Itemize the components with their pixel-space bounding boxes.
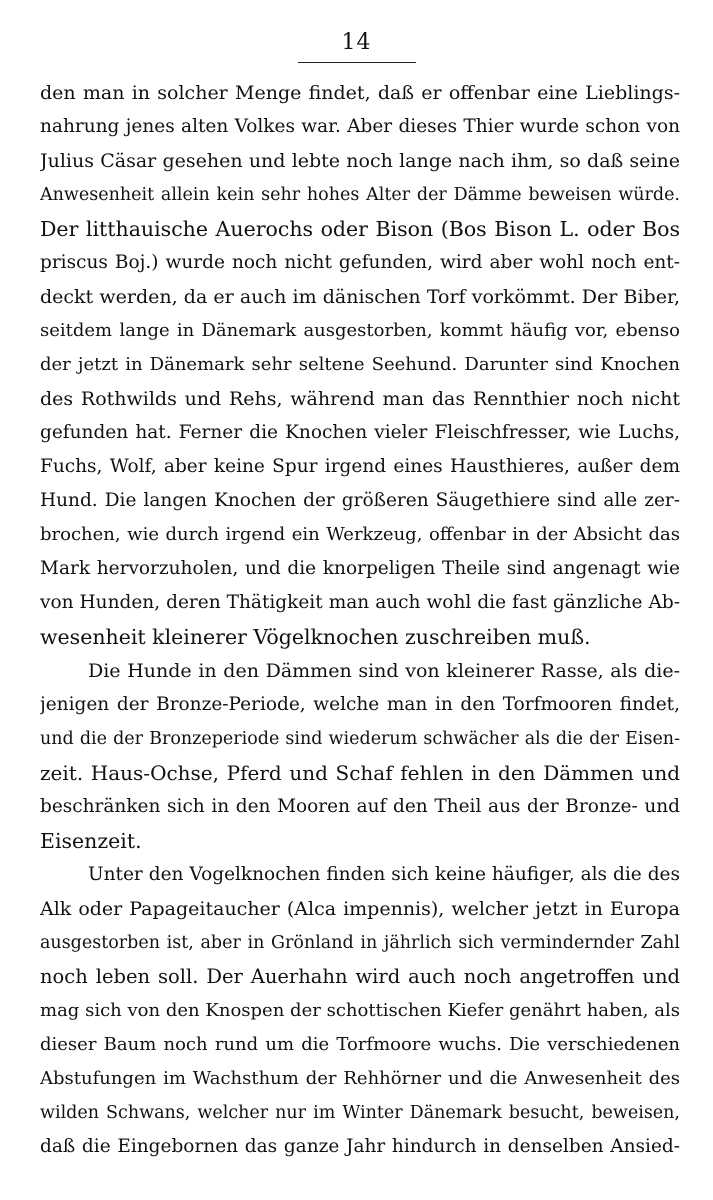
text-line: zeit. Haus-Ochse, Pferd und Schaf fehlen in den Dämmen und: [40, 761, 680, 785]
text-line: Die Hunde in den Dämmen sind von kleinerer Rasse, als die-: [88, 660, 680, 682]
text-line: gefunden hat. Ferner die Knochen vieler Fleischfresser, wie Luchs,: [40, 422, 680, 443]
text-line: der jetzt in Dänemark sehr seltene Seehund. Darunter sind Knochen: [40, 354, 680, 375]
header-rule: [298, 62, 416, 63]
text-line: brochen, wie durch irgend ein Werkzeug, offenbar in der Absicht das: [40, 524, 680, 545]
text-line: Eisenzeit.: [40, 829, 142, 853]
text-line: Fuchs, Wolf, aber keine Spur irgend eines Hausthieres, außer dem: [40, 456, 680, 477]
text-line: wesenheit kleinerer Vögelknochen zuschreiben muß.: [40, 625, 591, 649]
text-line: jenigen der Bronze-Periode, welche man in den Torfmooren findet,: [40, 694, 680, 715]
text-line: Der litthauische Auerochs oder Bison (Bos Bison L. oder Bos: [40, 217, 680, 241]
text-line: seitdem lange in Dänemark ausgestorben, kommt häufig vor, ebenso: [40, 320, 680, 341]
text-line: Alk oder Papageitaucher (Alca impennis), welcher jetzt in Europa: [40, 898, 680, 920]
text-line: des Rothwilds und Rehs, während man das Rennthier noch nicht: [40, 388, 680, 410]
text-line: Hund. Die langen Knochen der größeren Säugethiere sind alle zer-: [40, 490, 680, 511]
text-line: und die der Bronzeperiode sind wiederum schwächer als die der Eisen-: [40, 729, 680, 749]
text-line: priscus Boj.) wurde noch nicht gefunden, wird aber wohl noch ent-: [40, 252, 680, 273]
text-line: daß die Eingebornen das ganze Jahr hindurch in denselben Ansied-: [40, 1136, 680, 1157]
text-line: Julius Cäsar gesehen und lebte noch lange nach ihm, so daß seine: [40, 150, 680, 172]
text-line: ausgestorben ist, aber in Grönland in jährlich sich vermindernder Zahl: [40, 933, 680, 953]
text-line: wilden Schwans, welcher nur im Winter Dänemark besucht, beweisen,: [40, 1103, 680, 1123]
text-line: dieser Baum noch rund um die Torfmoore wuchs. Die verschiedenen: [40, 1034, 680, 1055]
text-line: von Hunden, deren Thätigkeit man auch wohl die fast gänzliche Ab-: [40, 592, 680, 613]
text-line: mag sich von den Knospen der schottischen Kiefer genährt haben, als: [40, 1000, 680, 1021]
text-line: Unter den Vogelknochen finden sich keine häufiger, als die des: [88, 864, 680, 885]
text-line: nahrung jenes alten Volkes war. Aber dieses Thier wurde schon von: [40, 116, 680, 137]
text-line: Mark hervorzuholen, und die knorpeligen Theile sind angenagt wie: [40, 558, 680, 579]
text-line: Anwesenheit allein kein sehr hohes Alter der Dämme beweisen würde.: [40, 185, 680, 205]
text-line: Abstufungen im Wachsthum der Rehhörner und die Anwesenheit des: [40, 1068, 680, 1089]
page-number: 14: [341, 30, 372, 55]
text-line: beschränken sich in den Mooren auf den Theil aus der Bronze- und: [40, 796, 680, 817]
text-line: noch leben soll. Der Auerhahn wird auch noch angetroffen und: [40, 965, 680, 988]
text-line: deckt werden, da er auch im dänischen Torf vorkömmt. Der Biber,: [40, 286, 680, 308]
text-line: den man in solcher Menge findet, daß er offenbar eine Lieblings-: [40, 82, 680, 104]
